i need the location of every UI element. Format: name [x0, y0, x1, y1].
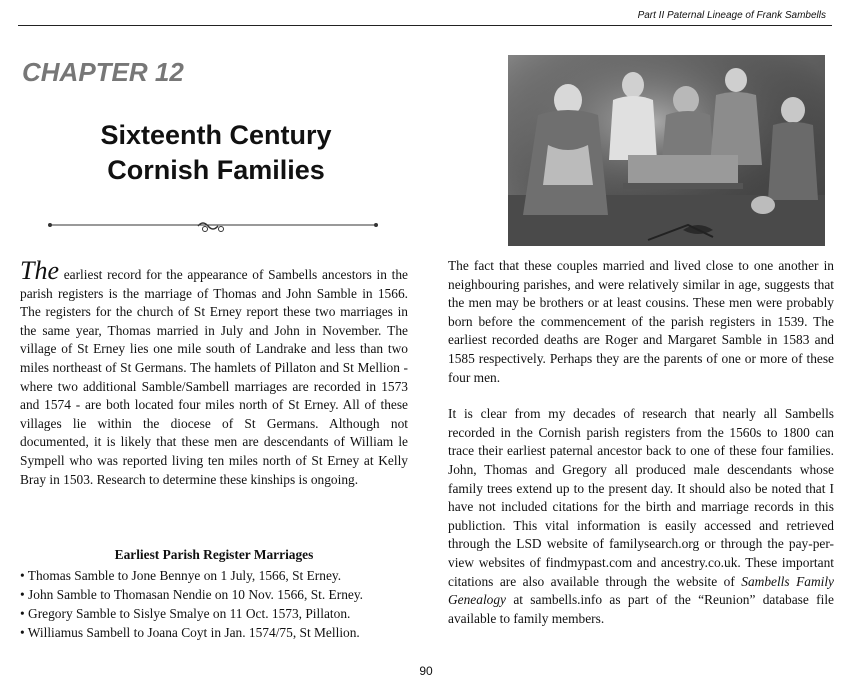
peasant-family-painting: [508, 55, 825, 246]
page-number: 90: [419, 664, 433, 678]
paragraph-couples: The fact that these couples married and lived close to one another in neighbouring parishes, and were relatively similar in age, suggests that the men may be brothers or at least cousins. These men were probably born before the commencement of the parish registers in 1539. The earliest recorded deaths are Roger and Margaret Samble in 1583 and 1585 respectively. Perhaps they are the parents of one or more of these four men.: [448, 258, 834, 385]
paragraph-research-tail: at sambells.info as part of the “Reunion” database file available to family members.: [448, 592, 834, 626]
list-item: • Gregory Samble to Sislye Smalye on 11 Oct. 1573, Pillaton.: [20, 606, 351, 621]
intro-text: earliest record for the appearance of Sambells ancestors in the parish registers is the marriage of Thomas and John Samble in 1566. The registers for the church of St Erney report these two marriages in the same year, Thomas married in July and John in November. The village of St Erney lies one mile south of Landrake and less than two miles northeast of St Germans. The hamlets of Pillaton and St Mellion - where two additional Samble/Sambell marriages are recorded in 1573 and 1574 - are both located four miles north of St Erney. All of these villages lie within the diocese of St Germans. Although not documented, it is likely that these men are descendants of William le Sympell who was reported living ten miles north of St Erney at Kelly Bray in 1503. Research to determine these kinships is ongoing.: [20, 267, 408, 487]
chapter-title-line-1: Sixteenth Century: [100, 120, 332, 150]
chapter-title: [40, 118, 392, 188]
paragraph-research-text: It is clear from my decades of research that nearly all Sambells recorded in the Cornish parish registers from the 1560s to 1800 can trace their earliest paternal ancestor back to one of these four families. John, Thomas and Gregory all produced male descendants whose family trees extend up to the present day. It should also be noted that I have not included citations for the birth and marriage records in this publiction. This vital information is easily accessed and retrieved through the LSD website of familysearch.org or through the pay-per-view websites of findmypast.com and ancestry.co.uk. These important citations are also available through the website of: [448, 406, 834, 589]
list-item: • Williamus Sambell to Joana Coyt in Jan. 1574/75, St Mellion.: [20, 625, 360, 640]
chapter-title-line-2: Cornish Families: [107, 155, 325, 185]
header-rule: [18, 25, 832, 26]
list-item: • John Samble to Thomasan Nendie on 10 Nov. 1566, St. Erney.: [20, 587, 364, 602]
marriages-list: [20, 566, 415, 642]
intro-paragraph: [20, 256, 408, 489]
right-column: [448, 257, 834, 628]
list-item: • Thomas Samble to Jone Bennye on 1 July, 1566, St Erney.: [20, 568, 342, 583]
chapter-label: CHAPTER 12: [22, 57, 184, 87]
marriages-heading: Earliest Parish Register Marriages: [114, 547, 314, 562]
genealogy-title: Sambells Family Genealogy: [448, 573, 834, 608]
running-header: Part II Paternal Lineage of Frank Sambells: [637, 10, 826, 21]
drop-cap: The: [20, 256, 59, 285]
decorative-divider: [46, 218, 380, 236]
paragraph-research: [448, 405, 834, 628]
